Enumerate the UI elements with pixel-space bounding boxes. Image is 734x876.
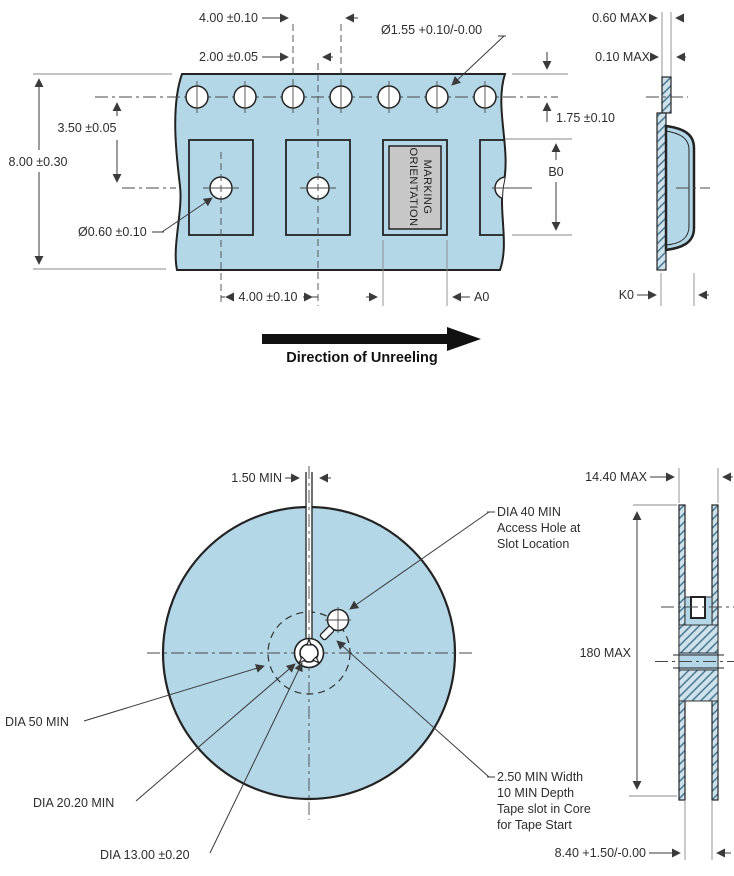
direction-arrow-icon xyxy=(262,327,481,351)
dim-reel-dia xyxy=(580,505,677,796)
tape-top-view xyxy=(1,11,615,306)
tape-slot-note-line2: 10 MIN Depth xyxy=(497,786,575,800)
tape-slot-note-line1: 2.50 MIN Width xyxy=(497,770,584,784)
dim-pocket-length xyxy=(505,139,572,235)
tape-section-view xyxy=(592,11,710,306)
dim-pocket-depth-label: K0 xyxy=(618,288,634,302)
dim-sprocket-to-pocket-label: 2.00 ±0.05 xyxy=(199,50,258,64)
access-hole-note-line2: Access Hole at xyxy=(497,521,581,535)
dim-hub-recess-label: DIA 50 MIN xyxy=(5,715,69,729)
dim-reel-width xyxy=(585,468,733,503)
marking-label-line1: MARKING xyxy=(421,159,433,215)
dim-sprocket-to-pocket xyxy=(199,50,333,64)
dim-pocket-length-label: B0 xyxy=(548,165,564,179)
dim-center-hole-dia-label: Ø0.60 ±0.10 xyxy=(78,225,147,239)
dim-arbor-hole-label: DIA 13.00 ±0.20 xyxy=(100,848,190,862)
dim-carrier-tape-thickness-label: 0.10 MAX xyxy=(595,50,650,64)
dim-tape-width-label: 8.00 ±0.30 xyxy=(8,155,68,169)
dim-sprocket-to-pocket-center xyxy=(46,103,176,188)
reel-front-view xyxy=(5,466,591,862)
dim-pocket-depth xyxy=(619,273,709,306)
dim-cover-tape-thickness xyxy=(592,11,684,25)
dim-sprocket-pitch-label: 4.00 ±0.10 xyxy=(199,11,258,25)
access-hole-note-line1: DIA 40 MIN xyxy=(497,505,561,519)
cover-tape-tail xyxy=(662,77,671,113)
dim-slot-width xyxy=(231,471,331,485)
dim-hub-dia-label: DIA 20.20 MIN xyxy=(33,796,115,810)
dim-sprocket-hole-dia-label: Ø1.55 +0.10/-0.00 xyxy=(381,23,483,37)
unreeling-arrow xyxy=(262,327,481,366)
dim-sprocket-to-pocket-center-label: 3.50 ±0.05 xyxy=(57,121,117,135)
dim-pocket-pitch-label: 4.00 ±0.10 xyxy=(238,290,298,304)
dim-cover-tape-thickness-label: 0.60 MAX xyxy=(592,11,647,25)
tape-slot-note-line4: for Tape Start xyxy=(497,818,572,832)
dim-edge-to-sprocket-label: 1.75 ±0.10 xyxy=(556,111,615,125)
core-tape-slot-section xyxy=(691,597,705,618)
dim-pocket-pitch xyxy=(221,290,318,305)
dim-carrier-tape-thickness xyxy=(595,50,686,64)
dim-inner-width-label: 8.40 +1.50/-0.00 xyxy=(554,846,646,860)
hub-section xyxy=(655,597,734,701)
unreeling-label: Direction of Unreeling xyxy=(286,350,438,366)
dim-slot-width-label: 1.50 MIN xyxy=(231,471,282,485)
marking-label-line2: ORIENTATION xyxy=(407,147,419,227)
dim-reel-width-label: 14.40 MAX xyxy=(585,470,647,484)
carrier-wall xyxy=(657,113,666,270)
dim-tape-width xyxy=(1,74,172,269)
reel-hub xyxy=(295,639,324,668)
dim-pocket-width-label: A0 xyxy=(474,290,490,304)
tape-slot-note-line3: Tape slot in Core xyxy=(497,802,591,816)
access-hole-note-line3: Slot Location xyxy=(497,537,570,551)
dim-reel-dia-label: 180 MAX xyxy=(579,646,631,660)
